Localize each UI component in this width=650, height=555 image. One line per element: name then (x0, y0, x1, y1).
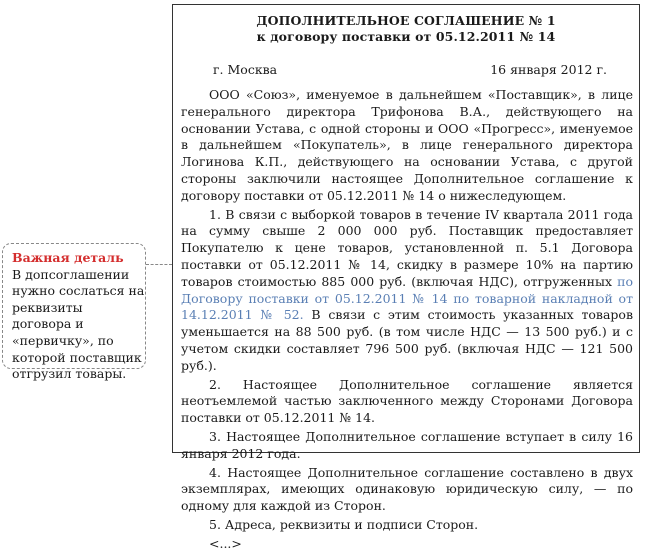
clause-1-highlighted-reference: по Договору поставки от 05.12.2011 № 14 по товарной накладной от 14.12.2011 № 52. (181, 273, 633, 323)
document-title: ДОПОЛНИТЕЛЬНОЕ СОГЛАШЕНИЕ № 1 (256, 13, 556, 28)
clause-1-continuation: В связи с этим стоимость указанных товаров уменьшается на 88 500 руб. (в том числе НДС — 13 500 руб.) и с учетом скидки составляет 796 500 руб. (включая НДС — 121 500 руб.). (181, 307, 633, 373)
ellipsis: <...> (209, 535, 242, 551)
clause-3: 3. Настоящее Дополнительное соглашение вступает в силу 16 января 2012 года. (181, 428, 633, 461)
document-city: г. Москва (213, 62, 278, 77)
clause-5: 5. Адреса, реквизиты и подписи Сторон. (209, 516, 479, 532)
agreement-document (172, 4, 640, 551)
note-text: В допсоглашении нужно сослаться на реквизиты договора и «первичку», по которой поставщик отгрузил товары. (12, 266, 145, 382)
document-date: 16 января 2012 г. (490, 62, 607, 77)
clause-4: 4. Настоящее Дополнительное соглашение составлено в двух экземплярах, имеющих одинаковую юридическую силу, — по одному для каждой из Сторон. (181, 464, 633, 514)
document-body (181, 87, 633, 555)
important-detail-note (2, 243, 146, 382)
clause-1 (181, 207, 633, 375)
clause-1-text: 1. В связи с выборкой товаров в течение IV квартала 2011 года на сумму свыше 2 000 000 руб. Поставщик предоставляет Покупателю к цене товаров, установленной п. 5.1 Договора поставки от 05.12.2011 № 14, скидку в размере 10% на партию товаров стоимостью 885 000 руб. (включая НДС), отгруженных (181, 206, 633, 289)
intro-paragraph: ООО «Союз», именуемое в дальнейшем «Поставщик», в лице генерального директора Трифонова В.А., действующего на основании Устава, с одной стороны и ООО «Прогресс», именуемое в дальнейшем «Покупатель», в лице генерального директора Логинова К.П., действующего на основании Устава, с другой стороны заключили настоящее Дополнительное соглашение к договору поставки от 05.12.2011 № 14 о нижеследующем. (181, 87, 633, 203)
note-title: Важная деталь (12, 250, 124, 265)
note-connector-line (146, 264, 172, 265)
clause-2: 2. Настоящее Дополнительное соглашение является неотъемлемой частью заключенного между Сторонами Договора поставки от 05.12.2011 № 14. (181, 376, 633, 426)
document-subtitle: к договору поставки от 05.12.2011 № 14 (256, 29, 556, 44)
